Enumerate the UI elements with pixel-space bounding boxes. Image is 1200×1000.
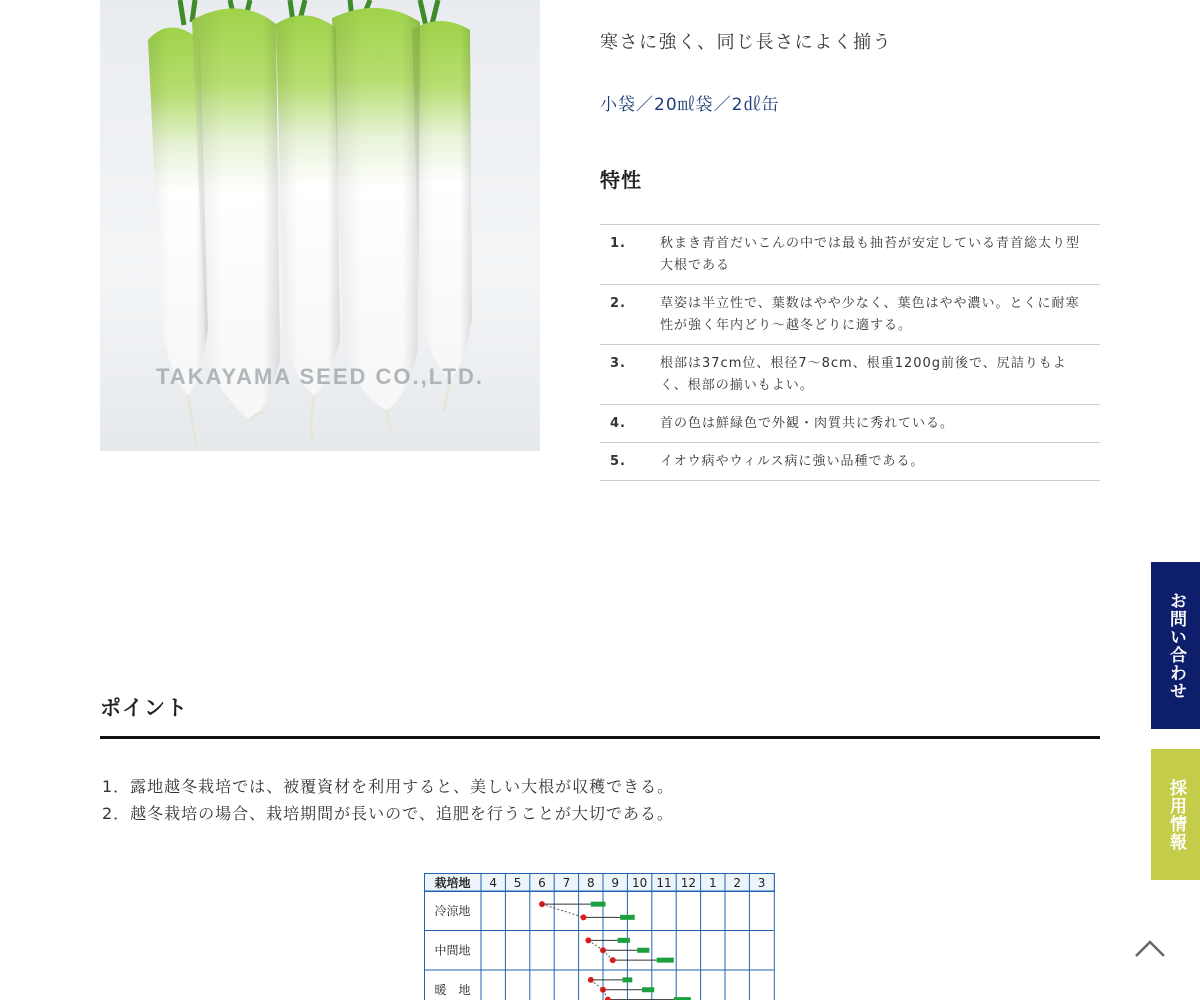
calendar-header-label: 栽培地 bbox=[434, 876, 471, 890]
feature-item bbox=[600, 443, 1100, 481]
features-title: 特性 bbox=[600, 168, 642, 192]
feature-item bbox=[600, 225, 1100, 285]
calendar-month-label: 6 bbox=[538, 876, 546, 890]
calendar-region-label: 冷涼地 bbox=[434, 903, 471, 918]
point-divider bbox=[100, 736, 1100, 739]
calendar-harvest-bar bbox=[620, 915, 635, 920]
point-item: 1．露地越冬栽培では、被覆資材を利用すると、美しい大根が収穫できる。 bbox=[102, 777, 675, 796]
calendar-region-label: 中間地 bbox=[434, 943, 471, 958]
recruit-tab[interactable] bbox=[1151, 749, 1200, 880]
feature-item bbox=[600, 345, 1100, 405]
calendar-month-label: 7 bbox=[562, 876, 571, 890]
feature-text: 草姿は半立性で、葉数はやや少なく、葉色はやや濃い。とくに耐寒性が強く年内どり～越冬どりに適する。 bbox=[660, 296, 1080, 333]
calendar-month-label: 10 bbox=[631, 876, 648, 890]
feature-text: 根部は37cm位、根径7～8cm、根重1200g前後で、尻詰りもよく、根部の揃いもよい。 bbox=[660, 356, 1067, 393]
point-item: 2．越冬栽培の場合、栽培期間が長いので、追肥を行うことが大切である。 bbox=[102, 804, 674, 823]
calendar-sowing-dot bbox=[610, 957, 616, 963]
page-top-button[interactable] bbox=[1130, 934, 1170, 964]
calendar-frame bbox=[425, 874, 775, 1000]
feature-number: 3. bbox=[610, 356, 626, 371]
calendar-sowing-dot bbox=[588, 977, 594, 983]
contact-tab-label: お問い合わせ bbox=[1166, 591, 1186, 700]
calendar-month-label: 5 bbox=[513, 876, 522, 890]
calendar-harvest-bar bbox=[642, 987, 654, 992]
calendar-harvest-bar bbox=[637, 948, 649, 953]
calendar-harvest-bar bbox=[591, 902, 606, 907]
calendar-region-label: 暖 地 bbox=[434, 982, 471, 997]
calendar-month-label: 8 bbox=[586, 876, 595, 890]
calendar-month-label: 2 bbox=[733, 876, 742, 890]
point-list bbox=[102, 773, 674, 827]
features-list bbox=[600, 224, 1100, 481]
product-package: 小袋／20㎖袋／2㎗缶 bbox=[600, 95, 780, 115]
feature-number: 5. bbox=[610, 454, 626, 469]
feature-text: イオウ病やウィルス病に強い品種である。 bbox=[660, 454, 925, 469]
calendar-header-row bbox=[425, 874, 775, 892]
feature-number: 1. bbox=[610, 236, 626, 251]
product-catchcopy: 寒さに強く、同じ長さによく揃う bbox=[600, 32, 893, 53]
calendar-sowing-dot bbox=[580, 914, 586, 920]
product-image bbox=[100, 0, 540, 451]
calendar-month-label: 3 bbox=[757, 876, 766, 890]
calendar-month-label: 12 bbox=[680, 876, 697, 890]
cultivation-calendar-chart bbox=[424, 873, 776, 1000]
feature-item bbox=[600, 405, 1100, 443]
calendar-month-label: 1 bbox=[708, 876, 717, 890]
radish-illustration bbox=[100, 0, 540, 451]
watermark-text: TAKAYAMA SEED CO.,LTD. bbox=[156, 364, 484, 389]
calendar-month-label: 9 bbox=[611, 876, 620, 890]
recruit-tab-label: 採用情報 bbox=[1166, 778, 1186, 851]
feature-text: 秋まき青首だいこんの中では最も抽苔が安定している青首総太り型大根である bbox=[660, 236, 1081, 273]
calendar-month-label: 4 bbox=[489, 876, 498, 890]
calendar-harvest-bar bbox=[657, 958, 674, 963]
calendar-sowing-dot bbox=[585, 937, 591, 943]
cultivation-calendar bbox=[424, 873, 776, 1000]
feature-number: 4. bbox=[610, 416, 626, 431]
feature-text: 首の色は鮮緑色で外観・肉質共に秀れている。 bbox=[660, 416, 955, 431]
contact-tab[interactable] bbox=[1151, 562, 1200, 729]
point-title: ポイント bbox=[100, 696, 188, 720]
feature-item bbox=[600, 285, 1100, 345]
calendar-harvest-bar bbox=[618, 938, 630, 943]
chevron-up-icon bbox=[1130, 934, 1170, 964]
calendar-harvest-bar bbox=[623, 977, 633, 982]
feature-number: 2. bbox=[610, 296, 626, 311]
calendar-month-label: 11 bbox=[656, 876, 672, 890]
